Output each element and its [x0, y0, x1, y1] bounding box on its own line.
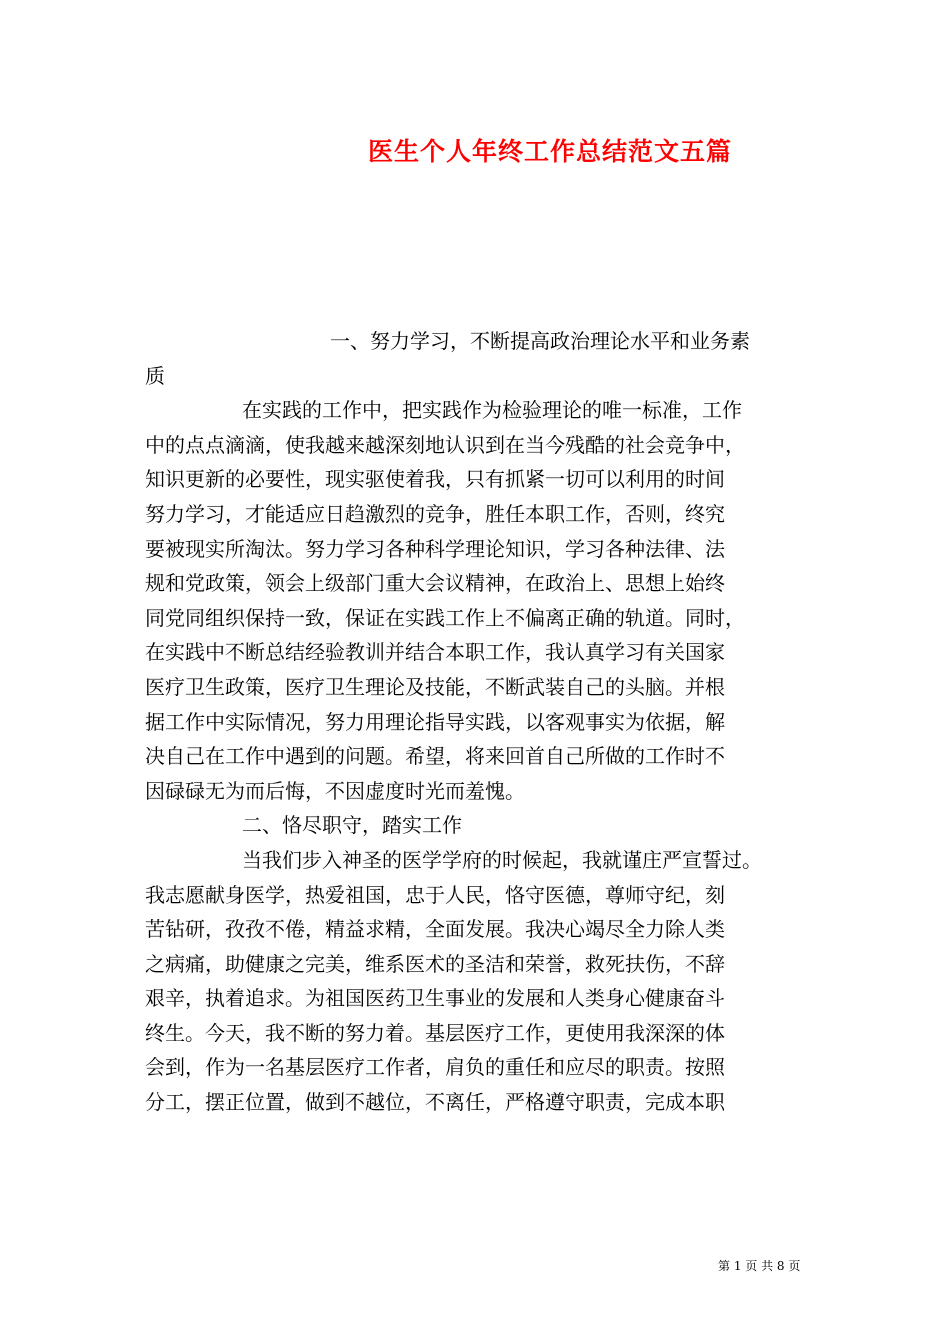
paragraph-line: 当我们步入神圣的医学学府的时候起，我就谨庄严宣誓过。	[242, 847, 762, 872]
document-body	[145, 324, 825, 1120]
heading-1-line-2: 质	[145, 363, 165, 388]
paragraph-line: 同党同组织保持一致，保证在实践工作上不偏离正确的轨道。同时，	[145, 605, 745, 630]
paragraph-line: 艰辛，执着追求。为祖国医药卫生事业的发展和人类身心健康奋斗	[145, 986, 725, 1011]
paragraph-line: 在实践中不断总结经验教训并结合本职工作，我认真学习有关国家	[145, 640, 725, 665]
paragraph-line: 要被现实所淘汰。努力学习各种科学理论知识，学习各种法律、法	[145, 536, 725, 561]
paragraph-line: 知识更新的必要性，现实驱使着我，只有抓紧一切可以利用的时间	[145, 467, 725, 492]
paragraph-line: 中的点点滴滴，使我越来越深刻地认识到在当今残酷的社会竞争中，	[145, 432, 745, 457]
paragraph-line: 我志愿献身医学，热爱祖国，忠于人民，恪守医德，尊师守纪，刻	[145, 882, 725, 907]
paragraph-line: 规和党政策，领会上级部门重大会议精神，在政治上、思想上始终	[145, 571, 725, 596]
document-title: 医生个人年终工作总结范文五篇	[367, 137, 732, 166]
heading-2: 二、恪尽职守，踏实工作	[242, 813, 462, 838]
paragraph-line: 会到，作为一名基层医疗工作者，肩负的重任和应尽的职责。按照	[145, 1055, 725, 1080]
paragraph-line: 因碌碌无为而后悔，不因虚度时光而羞愧。	[145, 778, 525, 803]
heading-1-line-1: 一、努力学习，不断提高政治理论水平和业务素	[330, 329, 750, 353]
paragraph-line: 决自己在工作中遇到的问题。希望，将来回首自己所做的工作时不	[145, 744, 725, 769]
paragraph-line: 苦钻研，孜孜不倦，精益求精，全面发展。我决心竭尽全力除人类	[145, 917, 725, 942]
paragraph-line: 努力学习，才能适应日趋激烈的竞争，胜任本职工作，否则，终究	[145, 501, 725, 526]
paragraph-line: 在实践的工作中，把实践作为检验理论的唯一标准，工作	[242, 398, 742, 423]
paragraph-line: 据工作中实际情况，努力用理论指导实践，以客观事实为依据，解	[145, 709, 725, 734]
paragraph-line: 之病痛，助健康之完美，维系医术的圣洁和荣誉，救死扶伤，不辞	[145, 951, 725, 976]
paragraph-line: 分工，摆正位置，做到不越位，不离任，严格遵守职责，完成本职	[145, 1090, 725, 1115]
paragraph-line: 终生。今天，我不断的努力着。基层医疗工作，更使用我深深的体	[145, 1020, 725, 1045]
page-number: 第 1 页 共 8 页	[718, 1259, 801, 1273]
paragraph-line: 医疗卫生政策，医疗卫生理论及技能，不断武装自己的头脑。并根	[145, 674, 725, 699]
